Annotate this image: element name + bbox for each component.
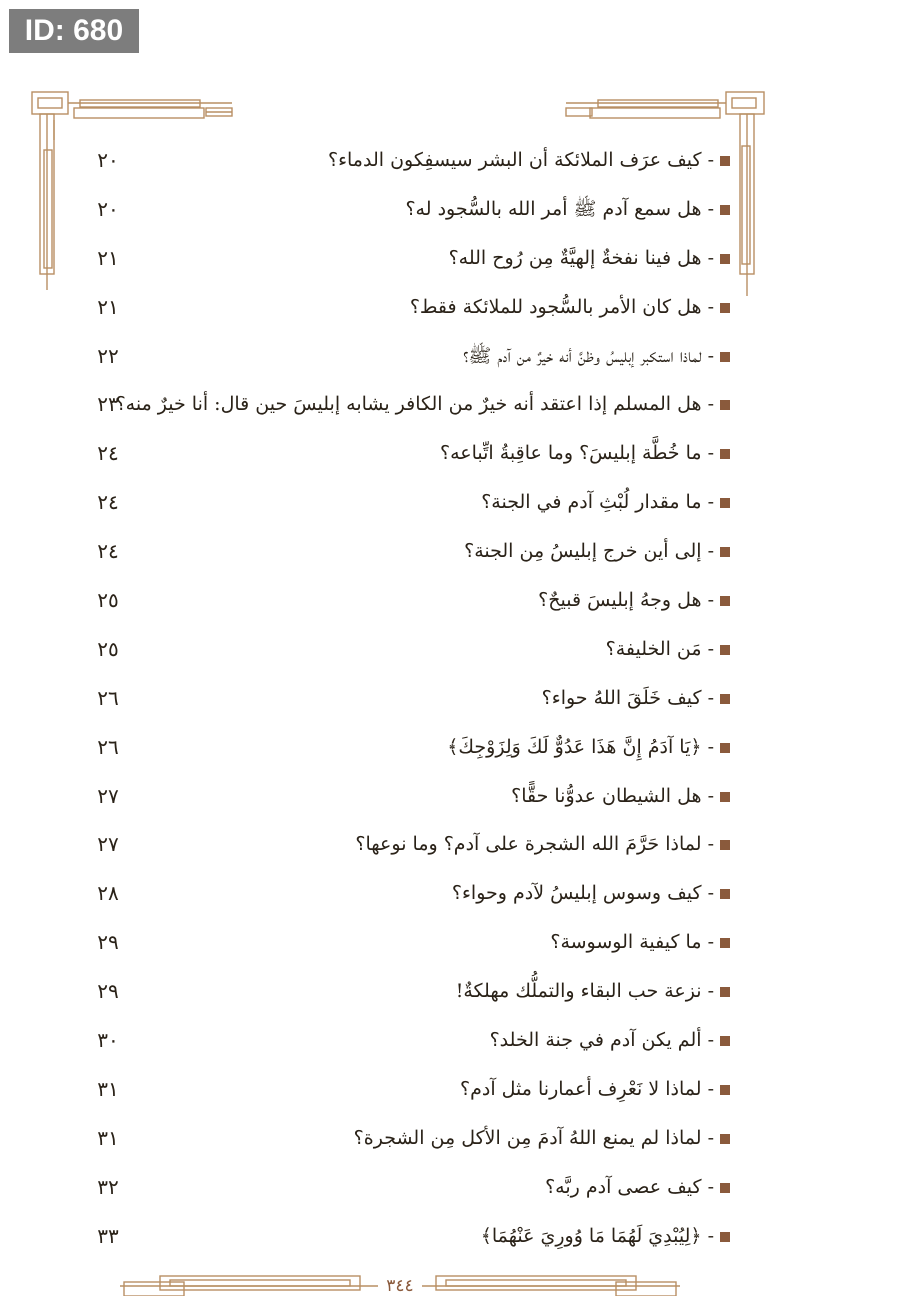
toc-entry-page: ٢٥	[97, 588, 119, 613]
toc-entry[interactable]	[70, 429, 736, 478]
square-bullet-icon	[720, 596, 730, 606]
toc-entry-text: ما مقدار لُبْثِ آدم في الجنة؟	[481, 491, 702, 514]
toc-entry-text: هل وجهُ إبليسَ قبيحٌ؟	[538, 589, 702, 612]
toc-entry-title: - ﴿لِيُبْدِيَ لَهُمَا مَا وُورِيَ عَنْهُمَا﴾	[481, 1212, 730, 1261]
square-bullet-icon	[720, 303, 730, 313]
toc-entry-text: لماذا حَرَّمَ الله الشجرة على آدم؟ وما نوعها؟	[355, 833, 702, 856]
toc-entry-text: لماذا لم يمنع اللهُ آدمَ مِن الأكل مِن الشجرة؟	[353, 1126, 702, 1149]
toc-entry-page: ٢٣	[97, 392, 119, 417]
square-bullet-icon	[720, 743, 730, 753]
toc-entry-title: - هل وجهُ إبليسَ قبيحٌ؟	[538, 576, 730, 625]
toc-entry[interactable]	[70, 820, 736, 869]
page-number: ٣٤٤	[378, 1276, 422, 1296]
toc-entry-page: ٢٤	[97, 539, 119, 564]
square-bullet-icon	[720, 1183, 730, 1193]
toc-entry-page: ٣٢	[97, 1174, 119, 1199]
square-bullet-icon	[720, 400, 730, 410]
square-bullet-icon	[720, 645, 730, 655]
square-bullet-icon	[720, 1085, 730, 1095]
toc-entry-title: - ما مقدار لُبْثِ آدم في الجنة؟	[481, 478, 730, 527]
toc-entry-title: - نزعة حب البقاء والتملُّك مهلكةٌ!	[456, 967, 730, 1016]
square-bullet-icon	[720, 987, 730, 997]
toc-entry-title: - ﴿يَا آدَمُ إِنَّ هَذَا عَدُوٌّ لَكَ وَلِزَوْجِكَ﴾	[447, 723, 730, 772]
toc-entry-title: - لماذا لا نَعْرِف أعمارنا مثل آدم؟	[460, 1065, 730, 1114]
toc-entry[interactable]	[70, 625, 736, 674]
toc-entry[interactable]	[70, 772, 736, 821]
toc-entry-page: ٣٠	[97, 1028, 119, 1053]
toc-entry-page: ٢١	[97, 245, 119, 270]
toc-entry-page: ٣١	[97, 1076, 119, 1101]
toc-entry-title: - لماذا استكبر إبليسُ وظنَّ أنه خيرٌ من آدم ﷺ؟	[463, 332, 730, 381]
square-bullet-icon	[720, 547, 730, 557]
toc-entry-text: ألم يكن آدم في جنة الخلد؟	[489, 1029, 702, 1052]
square-bullet-icon	[720, 889, 730, 899]
toc-entry-title: - لماذا حَرَّمَ الله الشجرة على آدم؟ وما نوعها؟	[355, 820, 730, 869]
toc-entry[interactable]	[70, 674, 736, 723]
toc-entry[interactable]	[70, 1163, 736, 1212]
square-bullet-icon	[720, 156, 730, 166]
toc-entry-text: كيف عرَف الملائكة أن البشر سيسفِكون الدماء؟	[328, 149, 702, 171]
toc-entry-page: ٢٥	[97, 636, 119, 661]
toc-entry-text: ﴿يَا آدَمُ إِنَّ هَذَا عَدُوٌّ لَكَ وَلِزَوْجِكَ﴾	[447, 735, 702, 758]
toc-entry-title: - هل فينا نفخةٌ إلهيَّةٌ مِن رُوح الله؟	[449, 234, 730, 283]
toc-entry-page: ٣٣	[97, 1223, 119, 1248]
table-of-contents	[70, 136, 736, 1260]
toc-entry-title: - هل المسلم إذا اعتقد أنه خيرٌ من الكافر يشابه إبليسَ حين قال: أنا خيرٌ منه؟	[116, 380, 730, 429]
toc-entry-page: ٢٠	[97, 196, 119, 221]
toc-entry-page: ٢٧	[97, 783, 119, 808]
square-bullet-icon	[720, 792, 730, 802]
square-bullet-icon	[720, 938, 730, 948]
toc-entry-page: ٢٦	[97, 734, 119, 759]
toc-entry[interactable]	[70, 1016, 736, 1065]
toc-entry-title: - هل الشيطان عدوُّنا حقًّا؟	[511, 772, 730, 821]
toc-entry-page: ٢٤	[97, 441, 119, 466]
toc-entry-page: ٢٦	[97, 685, 119, 710]
toc-entry[interactable]	[70, 185, 736, 234]
toc-entry-page: ٣١	[97, 1125, 119, 1150]
square-bullet-icon	[720, 498, 730, 508]
toc-entry-text: هل الشيطان عدوُّنا حقًّا؟	[511, 784, 702, 807]
toc-entry-text: كيف وسوس إبليسُ لآدم وحواء؟	[451, 882, 702, 905]
toc-entry[interactable]	[70, 869, 736, 918]
toc-entry-text: هل سمع آدم ﷺ أمر الله بالسُّجود له؟	[405, 197, 702, 220]
toc-entry-text: إلى أين خرج إبليسُ مِن الجنة؟	[464, 540, 702, 563]
toc-entry-text: هل كان الأمر بالسُّجود للملائكة فقط؟	[409, 295, 702, 318]
toc-entry-page: ٢٤	[97, 490, 119, 515]
toc-entry-title: - كيف عصى آدم ربَّه؟	[545, 1163, 730, 1212]
square-bullet-icon	[720, 254, 730, 264]
toc-entry[interactable]	[70, 1065, 736, 1114]
toc-entry-text: ما كيفية الوسوسة؟	[550, 931, 702, 954]
toc-entry-title: - كيف عرَف الملائكة أن البشر سيسفِكون الدماء؟	[328, 136, 730, 185]
square-bullet-icon	[720, 840, 730, 850]
toc-entry-title: - ما كيفية الوسوسة؟	[550, 918, 730, 967]
toc-entry[interactable]	[70, 380, 736, 429]
square-bullet-icon	[720, 1036, 730, 1046]
toc-entry-title: - لماذا لم يمنع اللهُ آدمَ مِن الأكل مِن الشجرة؟	[354, 1114, 730, 1163]
toc-entry-title: - ما خُطَّة إبليسَ؟ وما عاقِبةُ اتِّباعه؟	[440, 429, 730, 478]
toc-entry-text: نزعة حب البقاء والتملُّك مهلكةٌ!	[455, 980, 702, 1003]
square-bullet-icon	[720, 694, 730, 704]
toc-entry-text: لماذا استكبر إبليسُ وظنَّ أنه خيرٌ من آدم ﷺ؟	[463, 344, 702, 367]
toc-entry-title: - ألم يكن آدم في جنة الخلد؟	[490, 1016, 730, 1065]
image-id-badge: ID: 680	[9, 9, 139, 53]
toc-entry-text: ﴿لِيُبْدِيَ لَهُمَا مَا وُورِيَ عَنْهُمَا﴾	[480, 1224, 702, 1247]
toc-entry-text: ما خُطَّة إبليسَ؟ وما عاقِبةُ اتِّباعه؟	[439, 442, 702, 465]
toc-entry[interactable]	[70, 723, 736, 772]
toc-entry[interactable]	[70, 1114, 736, 1163]
toc-entry-page: ٢٩	[97, 979, 119, 1004]
toc-entry-title: - هل كان الأمر بالسُّجود للملائكة فقط؟	[410, 283, 730, 332]
toc-entry[interactable]	[70, 136, 736, 185]
square-bullet-icon	[720, 1134, 730, 1144]
toc-entry[interactable]	[70, 1212, 736, 1261]
toc-entry-text: هل المسلم إذا اعتقد أنه خيرٌ من الكافر يشابه إبليسَ حين قال: أنا خيرٌ منه؟	[115, 393, 702, 416]
toc-entry[interactable]	[70, 967, 736, 1016]
toc-entry-title: - كيف خَلَقَ اللهُ حواء؟	[542, 674, 730, 723]
toc-entry-title: - كيف وسوس إبليسُ لآدم وحواء؟	[452, 869, 730, 918]
square-bullet-icon	[720, 352, 730, 362]
toc-entry-text: كيف خَلَقَ اللهُ حواء؟	[541, 686, 702, 709]
toc-entry[interactable]	[70, 527, 736, 576]
toc-entry[interactable]	[70, 283, 736, 332]
toc-entry-text: هل فينا نفخةٌ إلهيَّةٌ مِن رُوح الله؟	[448, 246, 702, 269]
toc-entry[interactable]	[70, 918, 736, 967]
toc-entry-title: - هل سمع آدم ﷺ أمر الله بالسُّجود له؟	[405, 185, 730, 234]
toc-entry-page: ٢٧	[97, 832, 119, 857]
toc-entry-page: ٢٨	[97, 881, 119, 906]
square-bullet-icon	[720, 205, 730, 215]
toc-entry-text: لماذا لا نَعْرِف أعمارنا مثل آدم؟	[460, 1077, 702, 1100]
toc-entry-page: ٢٠	[97, 148, 119, 172]
square-bullet-icon	[720, 449, 730, 459]
toc-entry-page: ٢١	[97, 294, 119, 319]
toc-entry-text: مَن الخليفة؟	[605, 637, 702, 660]
toc-entry[interactable]	[70, 234, 736, 283]
toc-entry-page: ٢٢	[97, 343, 119, 368]
toc-entry-text: كيف عصى آدم ربَّه؟	[545, 1175, 702, 1198]
toc-entry-page: ٢٩	[97, 930, 119, 955]
toc-entry[interactable]	[70, 478, 736, 527]
square-bullet-icon	[720, 1232, 730, 1242]
toc-entry[interactable]	[70, 332, 736, 381]
toc-entry-title: - مَن الخليفة؟	[606, 625, 730, 674]
toc-entry[interactable]	[70, 576, 736, 625]
toc-entry-title: - إلى أين خرج إبليسُ مِن الجنة؟	[464, 527, 730, 576]
